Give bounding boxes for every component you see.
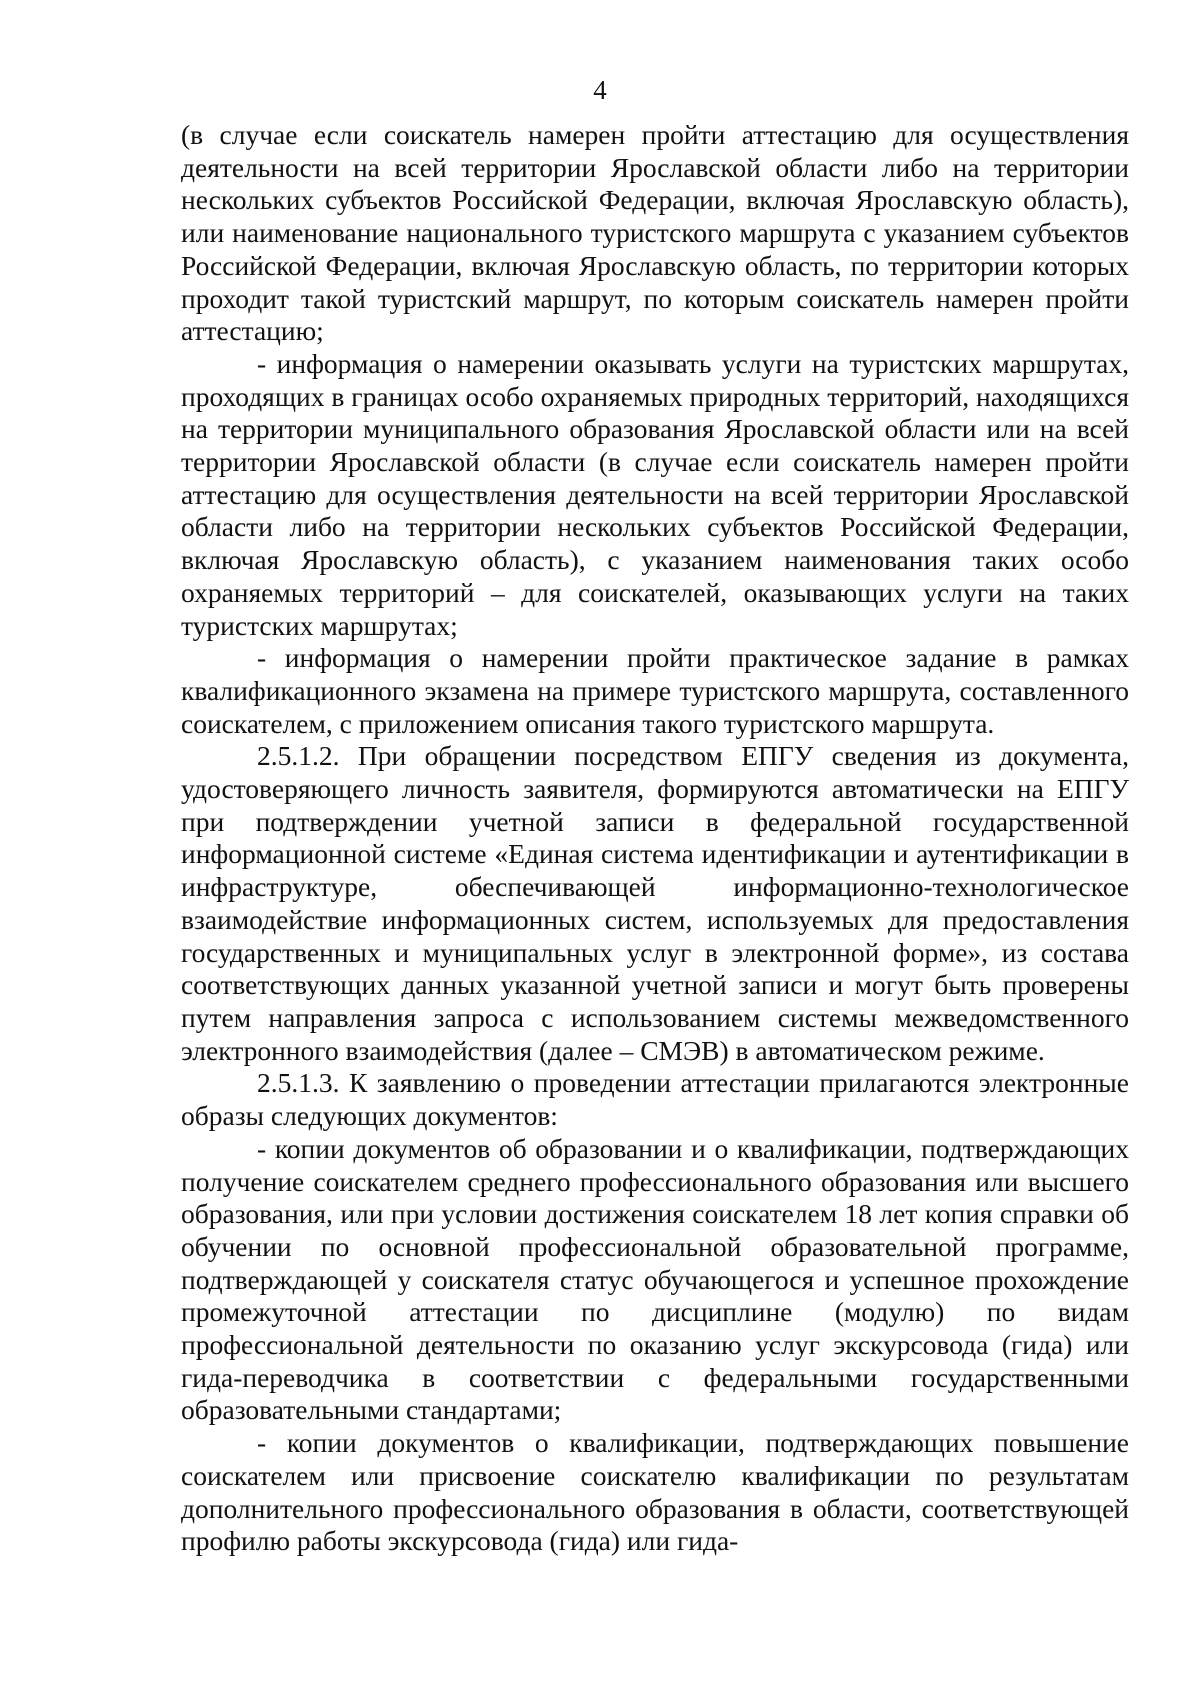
- paragraph-2-5-1-3: 2.5.1.3. К заявлению о проведении аттестации прилагаются электронные образы следующих документов:: [181, 1067, 1129, 1132]
- page-number: 4: [593, 75, 607, 105]
- paragraph-continuation: (в случае если соискатель намерен пройти аттестацию для осуществления деятельности на всей территории Ярославской области либо на территории нескольких субъектов Российской Федерации, включая Ярославскую область), или наименование национального туристского маршрута с указанием субъектов Российской Федерации, включая Ярославскую область, по территории которых проходит такой туристский маршрут, по которым соискатель намерен пройти аттестацию;: [181, 119, 1129, 347]
- paragraph-protected-areas: - информация о намерении оказывать услуги на туристских маршрутах, проходящих в границах особо охраняемых природных территорий, находящихся на территории муниципального образования Ярославской области или на всей территории Ярославской области (в случае если соискатель намерен пройти аттестацию для осуществления деятельности на всей территории Ярославской области либо на территории нескольких субъектов Российской Федерации, включая Ярославскую область), с указанием наименования таких особо охраняемых территорий – для соискателей, оказывающих услуги на таких туристских маршрутах;: [181, 347, 1129, 641]
- paragraph-practical-task: - информация о намерении пройти практическое задание в рамках квалификационного экзамена на примере туристского маршрута, составленного соискателем, с приложением описания такого туристского маршрута.: [181, 642, 1129, 739]
- paragraph-education-copies: - копии документов об образовании и о квалификации, подтверждающих получение соискателем среднего профессионального образования или высшего образования, или при условии достижения соискателем 18 лет копия справки об обучении по основной профессиональной образовательной программе, подтверждающей у соискателя статус обучающегося и успешное прохождение промежуточной аттестации по дисциплине (модулю) по видам профессиональной деятельности по оказанию услуг экскурсовода (гида) или гида-переводчика в соответствии с федеральными государственными образовательными стандартами;: [181, 1132, 1129, 1426]
- document-body: [181, 119, 1129, 1558]
- paragraph-qualification-copies: - копии документов о квалификации, подтверждающих повышение соискателем или присвоение соискателю квалификации по результатам дополнительного профессионального образования в области, соответствующей профилю работы экскурсовода (гида) или гида-: [181, 1427, 1129, 1557]
- paragraph-2-5-1-2: 2.5.1.2. При обращении посредством ЕПГУ сведения из документа, удостоверяющего личность заявителя, формируются автоматически на ЕПГУ при подтверждении учетной записи в федеральной государственной информационной системе «Единая система идентификации и аутентификации в инфраструктуре, обеспечивающей информационно-технологическое взаимодействие информационных систем, используемых для предоставления государственных и муниципальных услуг в электронной форме», из состава соответствующих данных указанной учетной записи и могут быть проверены путем направления запроса с использованием системы межведомственного электронного взаимодействия (далее – СМЭВ) в автоматическом режиме.: [181, 740, 1129, 1066]
